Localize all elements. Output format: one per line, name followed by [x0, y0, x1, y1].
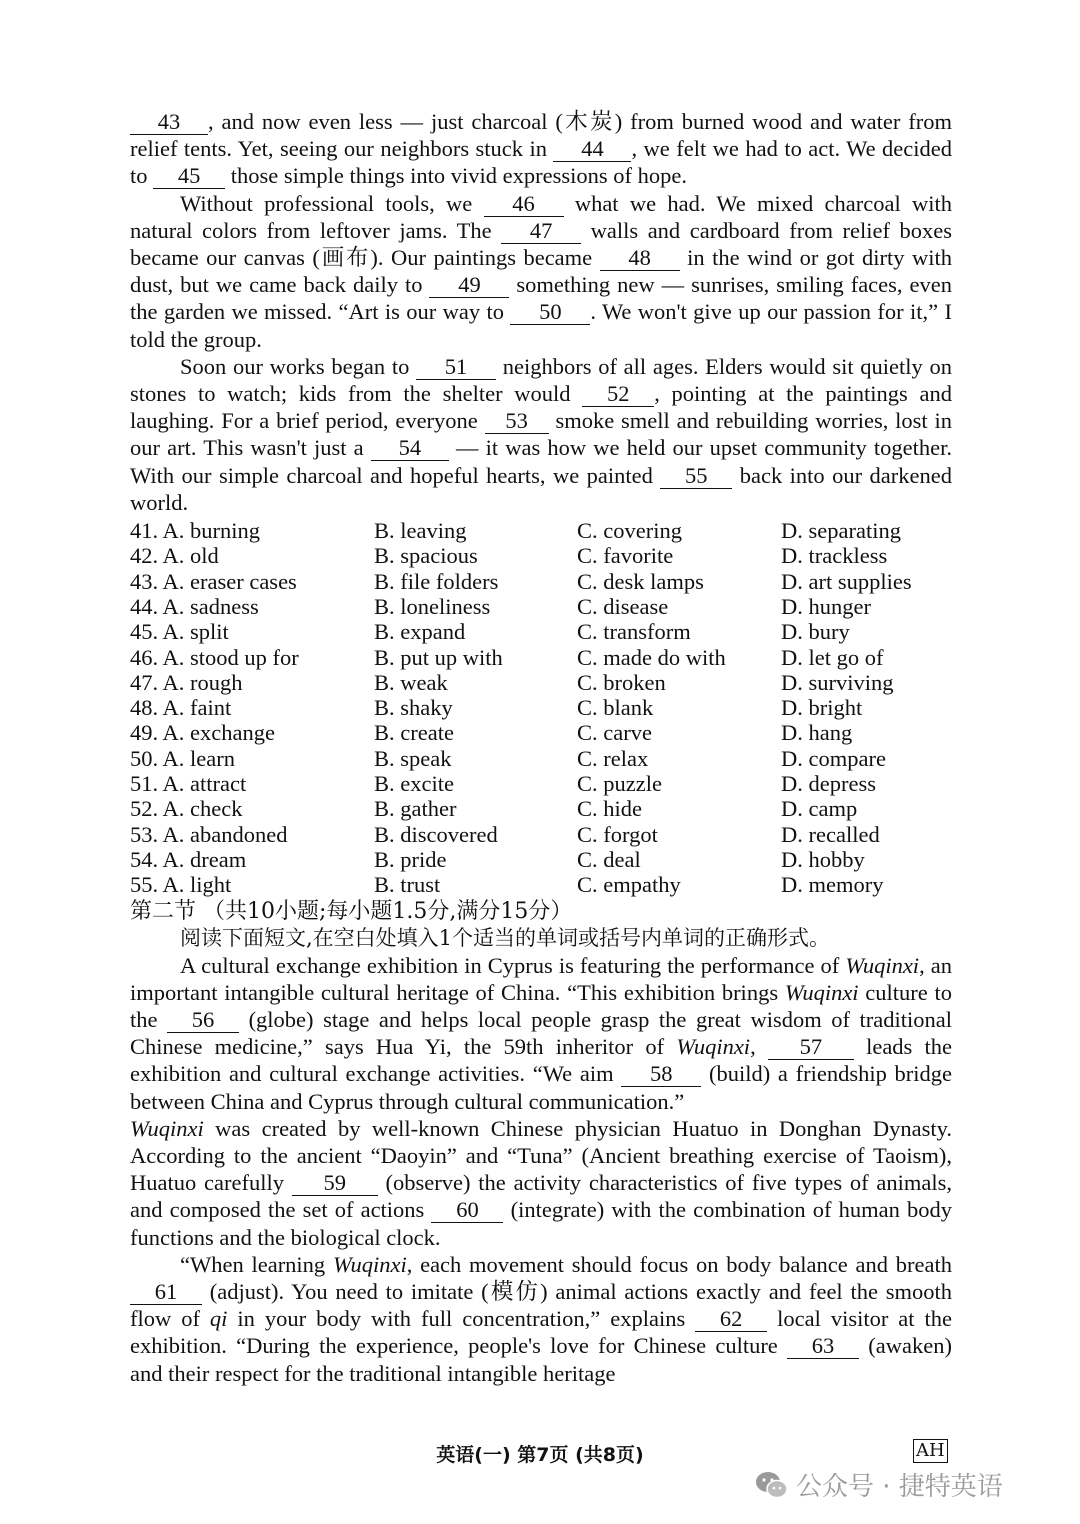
- option-d[interactable]: D. bright: [781, 695, 863, 721]
- option-c[interactable]: C. relax: [577, 745, 649, 771]
- option-a[interactable]: 52. A. check: [130, 796, 243, 822]
- blank-57[interactable]: 57: [768, 1035, 854, 1060]
- option-c[interactable]: C. forgot: [577, 821, 658, 847]
- option-a[interactable]: 50. A. learn: [130, 745, 235, 771]
- blank-62[interactable]: 62: [695, 1307, 767, 1332]
- text: (awaken) and their respect for the traditional intangible heritage: [130, 1333, 952, 1386]
- wechat-icon: [754, 1470, 790, 1500]
- text: what we had. We mixed charcoal with natural colors from leftover jams. The: [130, 190, 953, 243]
- option-d[interactable]: D. separating: [781, 518, 901, 544]
- option-c[interactable]: C. broken: [577, 669, 666, 695]
- option-b[interactable]: B. shaky: [374, 695, 453, 721]
- option-a[interactable]: 41. A. burning: [130, 518, 261, 544]
- text: — it was how we held our upset community together. With our simple charcoal and hopeful hearts, we painted: [130, 435, 952, 488]
- term-qi: qi: [209, 1306, 228, 1332]
- option-a[interactable]: 48. A. faint: [130, 695, 232, 721]
- option-d[interactable]: D. hobby: [781, 846, 865, 872]
- blank-46[interactable]: 46: [484, 192, 564, 217]
- blank-49[interactable]: 49: [429, 273, 509, 298]
- option-a[interactable]: 51. A. attract: [130, 771, 247, 797]
- option-d[interactable]: D. surviving: [781, 669, 894, 695]
- text: A cultural exchange exhibition in Cyprus is featuring the performance of: [180, 952, 846, 978]
- option-d[interactable]: D. let go of: [781, 644, 884, 670]
- option-b[interactable]: B. discovered: [374, 821, 498, 847]
- option-row-49: [130, 720, 952, 745]
- term-wuqinxi: Wuqinxi: [130, 1115, 204, 1141]
- option-d[interactable]: D. hang: [781, 720, 853, 746]
- text: was created by well-known Chinese physician Huatuo in Donghan Dynasty. According to the ancient “Daoyin” and “Tuna” (Ancient breathing exercise of Taoism), Huatuo carefully: [130, 1115, 952, 1196]
- option-c[interactable]: C. made do with: [577, 644, 726, 670]
- blank-43[interactable]: 43: [130, 110, 208, 135]
- passage2-paragraph2: [130, 1115, 952, 1251]
- option-b[interactable]: B. excite: [374, 771, 454, 797]
- option-d[interactable]: D. trackless: [781, 543, 888, 569]
- blank-59[interactable]: 59: [292, 1171, 378, 1196]
- blank-60[interactable]: 60: [431, 1198, 503, 1223]
- passage1-paragraph3: [130, 353, 952, 516]
- option-d[interactable]: D. camp: [781, 796, 858, 822]
- option-b[interactable]: B. create: [374, 720, 454, 746]
- option-a[interactable]: 43. A. eraser cases: [130, 568, 297, 594]
- text: (observe) the activity characteristics of five types of animals, and composed the set of actions: [130, 1170, 952, 1223]
- option-c[interactable]: C. hide: [577, 796, 642, 822]
- option-row-46: [130, 645, 952, 670]
- text: culture to the: [130, 979, 952, 1032]
- text: leads the exhibition and cultural exchange activities. “We aim: [130, 1034, 952, 1087]
- passage2-paragraph1: [130, 952, 952, 1115]
- option-c[interactable]: C. covering: [577, 518, 682, 544]
- option-row-51: [130, 771, 952, 796]
- option-c[interactable]: C. disease: [577, 593, 669, 619]
- option-c[interactable]: C. deal: [577, 846, 641, 872]
- page-footer: 英语(一) 第7页 (共8页): [436, 1444, 644, 1466]
- text: something new — sunrises, smiling faces, even the garden we missed. “Art is our way to: [130, 272, 952, 325]
- option-d[interactable]: D. art supplies: [781, 568, 912, 594]
- option-b[interactable]: B. gather: [374, 796, 457, 822]
- text: . We won't give up our passion for it,” I told the group.: [130, 299, 952, 352]
- option-b[interactable]: B. put up with: [374, 644, 503, 670]
- option-b[interactable]: B. speak: [374, 745, 452, 771]
- text: walls and cardboard from relief boxes became our canvas (画布). Our paintings became: [130, 217, 952, 271]
- option-row-50: [130, 746, 952, 771]
- option-c[interactable]: C. blank: [577, 695, 654, 721]
- blank-53[interactable]: 53: [485, 409, 549, 434]
- text: (adjust). You need to imitate (模仿) animal actions exactly and feel the smooth flow of: [130, 1278, 952, 1332]
- term-wuqinxi: Wuqinxi: [784, 979, 859, 1005]
- option-c[interactable]: C. carve: [577, 720, 652, 746]
- option-a[interactable]: 42. A. old: [130, 543, 219, 569]
- passage1-paragraph2: [130, 190, 952, 353]
- watermark-text: 公众号 · 捷特英语: [796, 1472, 1003, 1502]
- blank-54[interactable]: 54: [371, 436, 449, 461]
- option-row-41: [130, 518, 952, 543]
- option-row-52: [130, 796, 952, 821]
- text: , each movement should focus on body balance and breath: [406, 1251, 952, 1277]
- option-d[interactable]: D. bury: [781, 619, 850, 645]
- edition-badge: AH: [913, 1439, 948, 1463]
- text: , pointing at the paintings and laughing. For a brief period, everyone: [130, 381, 952, 434]
- option-d[interactable]: D. memory: [781, 872, 884, 898]
- option-c[interactable]: C. favorite: [577, 543, 674, 569]
- option-b[interactable]: B. loneliness: [374, 593, 491, 619]
- blank-61[interactable]: 61: [130, 1280, 202, 1305]
- text: Without professional tools, we: [180, 190, 484, 216]
- option-a[interactable]: 49. A. exchange: [130, 720, 275, 746]
- option-row-54: [130, 847, 952, 872]
- option-b[interactable]: B. expand: [374, 619, 466, 645]
- option-row-42: [130, 543, 952, 568]
- option-row-45: [130, 619, 952, 644]
- answer-options: [130, 518, 952, 897]
- option-row-53: [130, 822, 952, 847]
- blank-58[interactable]: 58: [621, 1062, 701, 1087]
- text: “When learning: [180, 1251, 333, 1277]
- text: in the wind or got dirty with dust, but we came back daily to: [130, 245, 953, 298]
- text: (globe) stage and helps local people grasp the great wisdom of traditional Chinese medicine,” says Hua Yi, the 59th inheritor of: [130, 1006, 952, 1060]
- text: smoke smell and rebuilding worries, lost in our art. This wasn't just a: [130, 408, 953, 461]
- text: in your body with full concentration,” explains: [227, 1306, 696, 1332]
- option-row-55: [130, 872, 952, 897]
- option-c[interactable]: C. puzzle: [577, 771, 662, 797]
- text: local visitor at the exhibition. “During the experience, people's love for Chinese culture: [130, 1306, 952, 1359]
- text: ,: [750, 1034, 768, 1060]
- option-d[interactable]: D. depress: [781, 771, 876, 797]
- option-row-47: [130, 670, 952, 695]
- term-wuqinxi: Wuqinxi: [845, 952, 920, 978]
- watermark: [754, 1466, 1003, 1503]
- option-b[interactable]: B. pride: [374, 846, 447, 872]
- blank-56[interactable]: 56: [167, 1008, 239, 1033]
- option-b[interactable]: B. file folders: [374, 568, 499, 594]
- option-a[interactable]: 47. A. rough: [130, 669, 243, 695]
- text: those simple things into vivid expressions of hope.: [225, 163, 687, 189]
- option-c[interactable]: C. empathy: [577, 872, 681, 898]
- option-a[interactable]: 44. A. sadness: [130, 593, 259, 619]
- term-wuqinxi: Wuqinxi: [332, 1251, 407, 1277]
- blank-48[interactable]: 48: [600, 246, 680, 271]
- passage2-paragraph3: [130, 1251, 952, 1387]
- option-c[interactable]: C. desk lamps: [577, 568, 704, 594]
- exam-page: [130, 108, 952, 1387]
- text: back into our darkened world.: [130, 462, 952, 515]
- blank-55[interactable]: 55: [660, 464, 732, 489]
- option-a[interactable]: 46. A. stood up for: [130, 644, 299, 670]
- option-d[interactable]: D. recalled: [781, 821, 880, 847]
- option-a[interactable]: 55. A. light: [130, 872, 232, 898]
- blank-51[interactable]: 51: [416, 355, 496, 380]
- option-a[interactable]: 53. A. abandoned: [130, 821, 288, 847]
- section-heading: 第二节 （共10小题;每小题1.5分,满分15分）: [130, 898, 573, 924]
- blank-50[interactable]: 50: [510, 300, 590, 325]
- option-b[interactable]: B. spacious: [374, 543, 478, 569]
- text: , and now even less — just charcoal (木炭) from burned wood and water from relief tents. Yet, seeing our neighbors stuck in: [130, 109, 952, 162]
- text: (build) a friendship bridge between China and Cyprus through cultural communication.”: [130, 1061, 953, 1114]
- text: (integrate) with the combination of human body functions and the biological clock.: [130, 1197, 952, 1250]
- blank-45[interactable]: 45: [153, 164, 225, 189]
- blank-47[interactable]: 47: [501, 219, 581, 244]
- option-row-48: [130, 695, 952, 720]
- text: neighbors of all ages. Elders would sit quietly on stones to watch; kids from the shelter would: [130, 353, 952, 407]
- text: , an important intangible cultural heritage of China. “This exhibition brings: [130, 952, 952, 1005]
- option-a[interactable]: 45. A. split: [130, 619, 229, 645]
- option-d[interactable]: D. compare: [781, 745, 886, 771]
- passage1-paragraph1: [130, 108, 952, 190]
- option-b[interactable]: B. leaving: [374, 518, 467, 544]
- term-wuqinxi: Wuqinxi: [676, 1034, 751, 1060]
- blank-44[interactable]: 44: [553, 137, 631, 162]
- option-a[interactable]: 54. A. dream: [130, 846, 247, 872]
- option-d[interactable]: D. hunger: [781, 593, 871, 619]
- option-row-43: [130, 569, 952, 594]
- text: Soon our works began to: [180, 353, 417, 379]
- option-c[interactable]: C. transform: [577, 619, 691, 645]
- section-instruction: 阅读下面短文,在空白处填入1个适当的单词或括号内单词的正确形式。: [180, 925, 831, 950]
- blank-52[interactable]: 52: [582, 382, 654, 407]
- text: , we felt we had to act. We decided to: [130, 136, 953, 189]
- blank-63[interactable]: 63: [787, 1334, 859, 1359]
- option-row-44: [130, 594, 952, 619]
- option-b[interactable]: B. weak: [374, 669, 448, 695]
- option-b[interactable]: B. trust: [374, 872, 441, 898]
